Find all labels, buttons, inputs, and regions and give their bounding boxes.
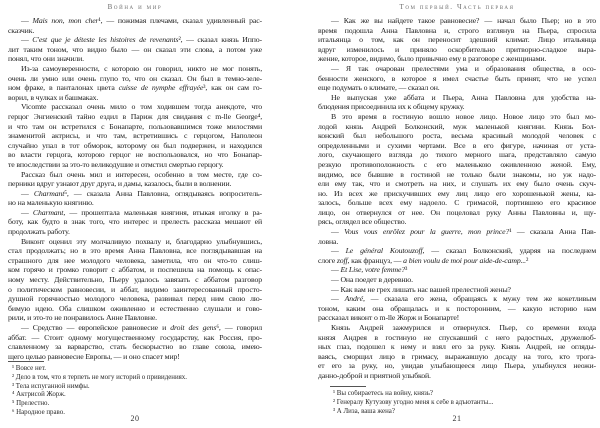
text-line: стал продолжать; но в это время Анна Павловна, все поглядывавшая на	[8, 246, 262, 256]
text-line: тоном, каким она обращалась и к посторонним, — какую историю нам	[318, 303, 596, 313]
text-line: жение, которое, видимо, было привычно ему в разговоре с женщинами.	[318, 54, 547, 64]
text-line: — Charmant, — прошептала маленькая княгиня, втыкая иголку в ра-	[21, 207, 262, 217]
text-line: знаменитой актрисы, и что там, встретившись с герцогом, Наполеон	[8, 131, 262, 141]
text-line: Из-за самоуверенности, с которою он говорил, никто не мог понять,	[21, 63, 262, 73]
text-line: Князь Андрей зажмурился и отвернулся. Пьер, со времени входа	[331, 323, 596, 332]
text-line: Рассказ был очень мил и интересен, особенно в том месте, где со-	[21, 169, 262, 179]
text-line: продолжать работу.	[8, 227, 70, 237]
left-page	[8, 0, 262, 428]
text-line: резкую противоположность с его маленькою оживленною женой. Ему,	[318, 159, 596, 169]
text-line: те впоследствии за это-то великодушие и отмстил смертью герцогу.	[8, 159, 224, 169]
text-line: конский был небольшого роста, весьма красивый молодой человек с	[318, 131, 596, 141]
text-line: аббат. — Стоит одному могущественному государству, как Россия, про-	[8, 332, 262, 342]
text-line: о политическом равновесии, и аббат, видимо заинтересованный просто-	[8, 284, 262, 294]
footnote: ² Генералу Кутузову угодно меня к себе в адъютанты...	[333, 398, 494, 406]
text-line: бенности женского, в которое я имел счастье быть принят, что не успел	[318, 73, 596, 83]
text-line: понял, что они значили.	[8, 54, 84, 64]
text-line: — Vous vous enrôlez pour la guerre, mon prince?¹ — сказала Анна Пав-	[331, 227, 596, 237]
text-line: лодой князь Андрей Болконский, муж маленькой княгини. Князь Бол-	[318, 121, 596, 131]
footnote: ⁴ Актрисой Жорж.	[12, 391, 66, 399]
text-line: и что там он встретился с Бонапарте, пользовавшимся тоже милостями	[8, 121, 262, 131]
text-line: еще подумать о климате, — сказал он.	[318, 83, 440, 93]
text-line: боту, как будто в знак того, что интерес и прелесть рассказа мешают ей	[8, 217, 262, 227]
text-line: князя Андрея в гостиную не спускавший с него радостных, дружелюб-	[318, 332, 596, 342]
text-line: сказчик.	[8, 25, 35, 35]
text-line: Не выпуская уже аббата и Пьера, Анна Павловна для удобства на-	[331, 92, 596, 102]
text-line: слоге zoff, как француз, — a bien voulu de moi pour aide-de-camp...²	[318, 255, 529, 265]
text-line: ваясь, сморщил лицо в гримасу, выражавшую досаду на того, кто трога-	[318, 351, 596, 361]
right-running-head: Том первый. Часть первая	[399, 3, 515, 11]
text-line: — Le général Koutouzoff, — сказал Болконский, ударяя на последнем	[331, 246, 596, 256]
text-line: итальянца о том, как он переносит здешний климат. Лицо итальянца	[318, 35, 596, 45]
text-line: — Как же вы найдете такое равновесие? — начал было Пьер; но в это	[331, 16, 596, 25]
text-line: щего целью равновесие Европы, — и оно спасет мир!	[8, 351, 180, 361]
footnote-divider	[8, 361, 44, 362]
text-line: но. Из всех же прискучивших ему лиц лицо его хорошенькой жены, ка-	[318, 188, 596, 198]
footnote: ³ А Лиза, ваша жена?	[333, 407, 395, 415]
text-line: ному месту. Действительно, Пьеру удалось завязать с аббатом разговор	[8, 275, 262, 285]
text-line: герцог Энгиенский тайно ездил в Париж для свидания с m-lle George⁴,	[8, 111, 262, 121]
right-footnote-block	[318, 386, 596, 416]
text-line: душной горячностью молодого человека, развивал перед ним свою лю-	[8, 294, 262, 304]
text-line: — Она поедет в деревню.	[331, 275, 413, 285]
left-footnotes	[8, 365, 262, 418]
text-line: время подошла Анна Павловна и, строго взглянув на Пьера, спросила	[318, 25, 596, 35]
text-line: случайно упал в тот обморок, которому он был подвержен, и находился	[8, 140, 262, 150]
text-line: ловна.	[318, 236, 339, 246]
text-line: Vicomte рассказал очень мило о том ходившем тогда анекдоте, что	[21, 102, 262, 112]
text-line: страшного для нее молодого человека, заметила, что он что-то слиш-	[8, 255, 262, 265]
footnote: ³ Тела испуганной нимфы.	[12, 382, 90, 390]
text-line: ном фраке, в панталонах цвета cuisse de nymphe effrayée³, как он сам го-	[8, 83, 262, 93]
text-line: ных глаз, подошел к нему и взял его за руку. Князь Андрей, не огляды-	[318, 342, 596, 352]
text-line: лит таким тоном, что видно было — он сказал эти слова, а потом уже	[8, 44, 262, 54]
text-line: лицо, он отвернулся от нее. Он поцеловал руку Анны Павловны и, щу-	[318, 207, 596, 217]
text-line: — Я так очарован прелестями ума и образования общества, в осо-	[331, 63, 596, 73]
text-line: — André, — сказала его жена, обращаясь к мужу тем же кокетливым	[331, 294, 596, 304]
left-running-head: Война и мир	[107, 3, 163, 11]
text-line: очень ли умно или очень глупо то, что он сказал. Он был в темно-зеле-	[8, 73, 262, 83]
left-footnote-block	[8, 361, 262, 418]
left-page-number: 20	[130, 414, 140, 423]
text-line: видимо, все бывшие в гостиной не только были знакомы, но уж надо-	[318, 169, 596, 179]
text-line: ком горячо и громко говорит с аббатом, и поспешила на помощь к опас-	[8, 265, 262, 275]
text-line: — Средство — европейское равновесие и droit des gens⁶, — говорил	[21, 323, 262, 332]
text-line: определенными и сухими чертами. Все в его фигуре, начиная от уста-	[318, 140, 596, 150]
text-line: славленному за варварство, стать бескорыстно во главе союза, имею-	[8, 342, 262, 352]
right-page	[318, 0, 596, 428]
text-line: залось, больше всех ему надоело. С гримасой, портившею его красивое	[318, 198, 596, 208]
right-footnotes	[318, 390, 596, 416]
footnote: ¹ Вы собираетесь на войну, князь?	[333, 390, 433, 397]
text-line: — Charmant⁵, — сказала Анна Павловна, оглядываясь вопроситель-	[21, 188, 262, 198]
text-line: — Как вам не грех лишать нас вашей прелестной жены?	[331, 284, 511, 294]
text-line: В это время в гостиную вошло новое лицо. Новое лицо это был мо-	[331, 111, 596, 121]
text-line: ет его за руку, но, увидав улыбающееся лицо Пьера, улыбнулся неожи-	[318, 361, 596, 371]
footnote-divider	[330, 386, 366, 387]
footnote: ⁶ Народное право.	[12, 408, 65, 416]
text-line: рили, и это-то не понравилось Анне Павловне.	[8, 313, 157, 323]
right-page-number: 21	[452, 414, 462, 423]
footnote: ⁵ Прелестно.	[12, 400, 50, 408]
text-line: — Mais non, mon cher¹, — пожимая плечами, сказал удивленный рас-	[21, 16, 262, 25]
text-line: но на маленькую княгиню.	[8, 198, 94, 208]
text-line: — C'est que je déteste les histoires de revenants², — сказал князь Иппо-	[21, 35, 262, 45]
text-line: — Et Lise, votre femme?³	[331, 265, 408, 275]
left-page-body	[8, 16, 262, 361]
text-line: лого, скучающего взгляда до тихого мерного шага, представляло самую	[318, 150, 596, 160]
text-line: рассказал виконт о m-lle Жорж и Бонапарте!	[318, 313, 460, 323]
text-line: ворил, в чулках и башмаках.	[8, 92, 99, 102]
right-page-body	[318, 16, 596, 381]
text-line: ели ему так, что и смотреть на них, и слушать их ему было очень скуч-	[318, 179, 596, 189]
text-line: Виконт оценил эту молчаливую похвалу и, благодарно улыбнувшись,	[21, 236, 262, 246]
text-line: данно-доброй и приятной улыбкой.	[318, 370, 431, 380]
text-line: бимую идею. Оба слишком оживленно и естественно слушали и гово-	[8, 303, 262, 313]
text-line: блюдения присоединила их к общему кружку.	[318, 102, 465, 112]
footnote: ² Дело в том, что я терпеть не могу историй о привидениях.	[12, 373, 187, 381]
footnote: ¹ Вовсе нет.	[12, 365, 46, 372]
text-line: вдруг изменилось и приняло оскорбительно притворно-сладкое выра-	[318, 44, 596, 54]
text-line: во власти герцога, которою герцог не воспользовался, но что Бонапар-	[8, 150, 262, 160]
text-line: рясь, оглядел все общество.	[318, 217, 407, 227]
text-line: перники вдруг узнают друг друга, и дамы, казалось, были в волнении.	[8, 179, 232, 189]
